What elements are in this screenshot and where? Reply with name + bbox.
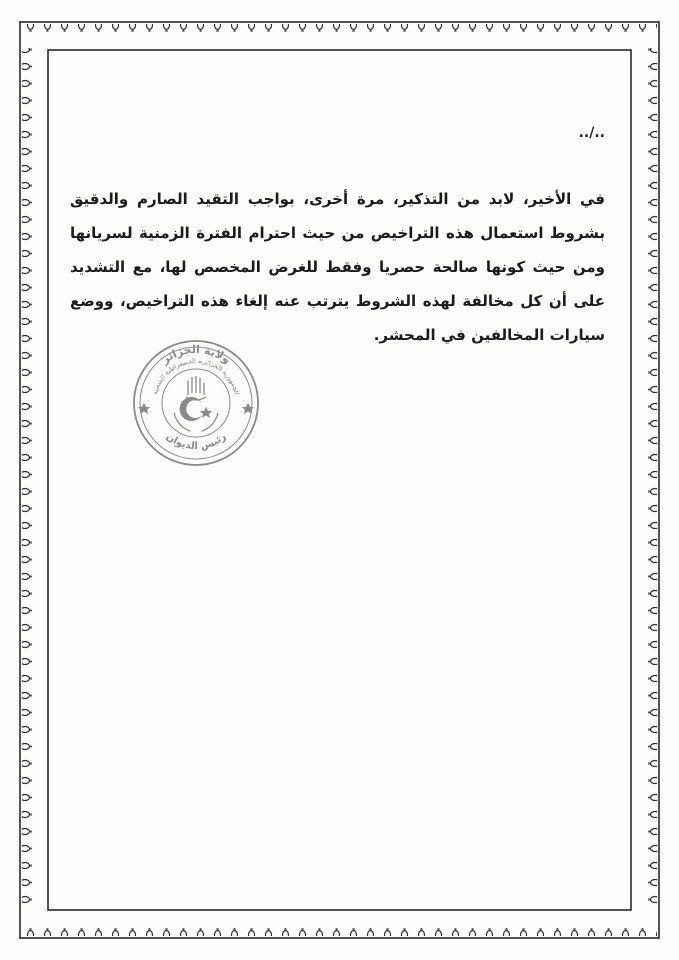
continuation-mark: ../..: [578, 125, 605, 141]
seal-ring-text: الجمهورية الجزائرية الديمقراطية الشعبية: [150, 356, 242, 396]
emblem-icon: [174, 376, 218, 431]
document-content: [70, 110, 605, 870]
seal-top-text: ولاية الجزائر: [159, 342, 233, 367]
closing-paragraph: في الأخير، لابد من التذكير، مرة أخرى، بواجب التقيد الصارم والدقيق بشروط استعمال هذه التراخيص من حيث احترام الفترة الزمنية لسريانها ومن حيث كونها صالحة حصريا وفقط للغرض المخصص لها، مع التشديد على أن كل مخالفة لهذه الشروط يترتب عنه إلغاء هذه التراخيص، ووضع سيارات المخالفين في المحشر.: [70, 190, 605, 344]
official-seal: [130, 337, 262, 469]
seal-bottom-text: رئيس الديوان: [163, 431, 229, 453]
